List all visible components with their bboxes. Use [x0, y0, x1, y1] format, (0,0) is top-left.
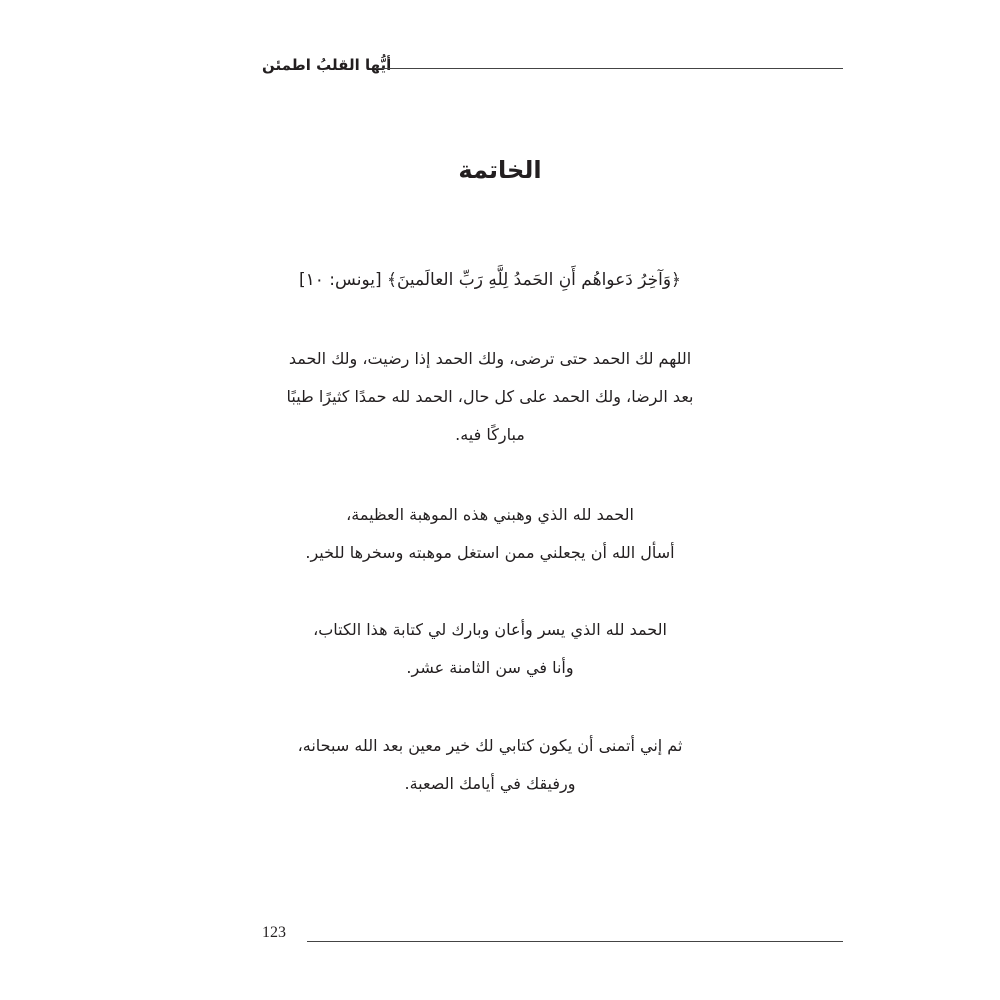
paragraph-wish — [250, 727, 730, 803]
page-number: 123 — [262, 924, 286, 941]
paragraph-line: اللهم لك الحمد حتى ترضى، ولك الحمد إذا رضيت، ولك الحمد — [288, 349, 692, 368]
paragraph-praise — [250, 340, 730, 454]
header-rule — [376, 68, 843, 69]
paragraph-line: الحمد لله الذي يسر وأعان وبارك لي كتابة هذا الكتاب، — [313, 620, 667, 639]
paragraph-line: بعد الرضا، ولك الحمد على كل حال، الحمد لله حمدًا كثيرًا طيبًا — [286, 387, 694, 406]
quran-verse: ﴿وَآخِرُ دَعواهُم أَنِ الحَمدُ لِلَّهِ رَبِّ العالَمينَ﴾ [يونس: ١٠] — [299, 270, 681, 290]
paragraph-line: الحمد لله الذي وهبني هذه الموهبة العظيمة، — [346, 505, 634, 524]
paragraph-line: أسأل الله أن يجعلني ممن استغل موهبته وسخرها للخير. — [305, 543, 675, 562]
paragraph-line: مباركًا فيه. — [455, 425, 525, 444]
paragraph-book-writing — [250, 611, 730, 687]
paragraph-line: ورفيقك في أيامك الصعبة. — [404, 774, 576, 793]
footer-rule — [307, 941, 843, 942]
paragraph-line: ثم إني أتمنى أن يكون كتابي لك خير معين بعد الله سبحانه، — [297, 736, 683, 755]
running-header-title: أيُّها القلبُ اطمئن — [262, 56, 392, 74]
chapter-title: الخاتمة — [458, 156, 542, 184]
paragraph-line: وأنا في سن الثامنة عشر. — [406, 658, 574, 677]
paragraph-talent — [250, 496, 730, 572]
